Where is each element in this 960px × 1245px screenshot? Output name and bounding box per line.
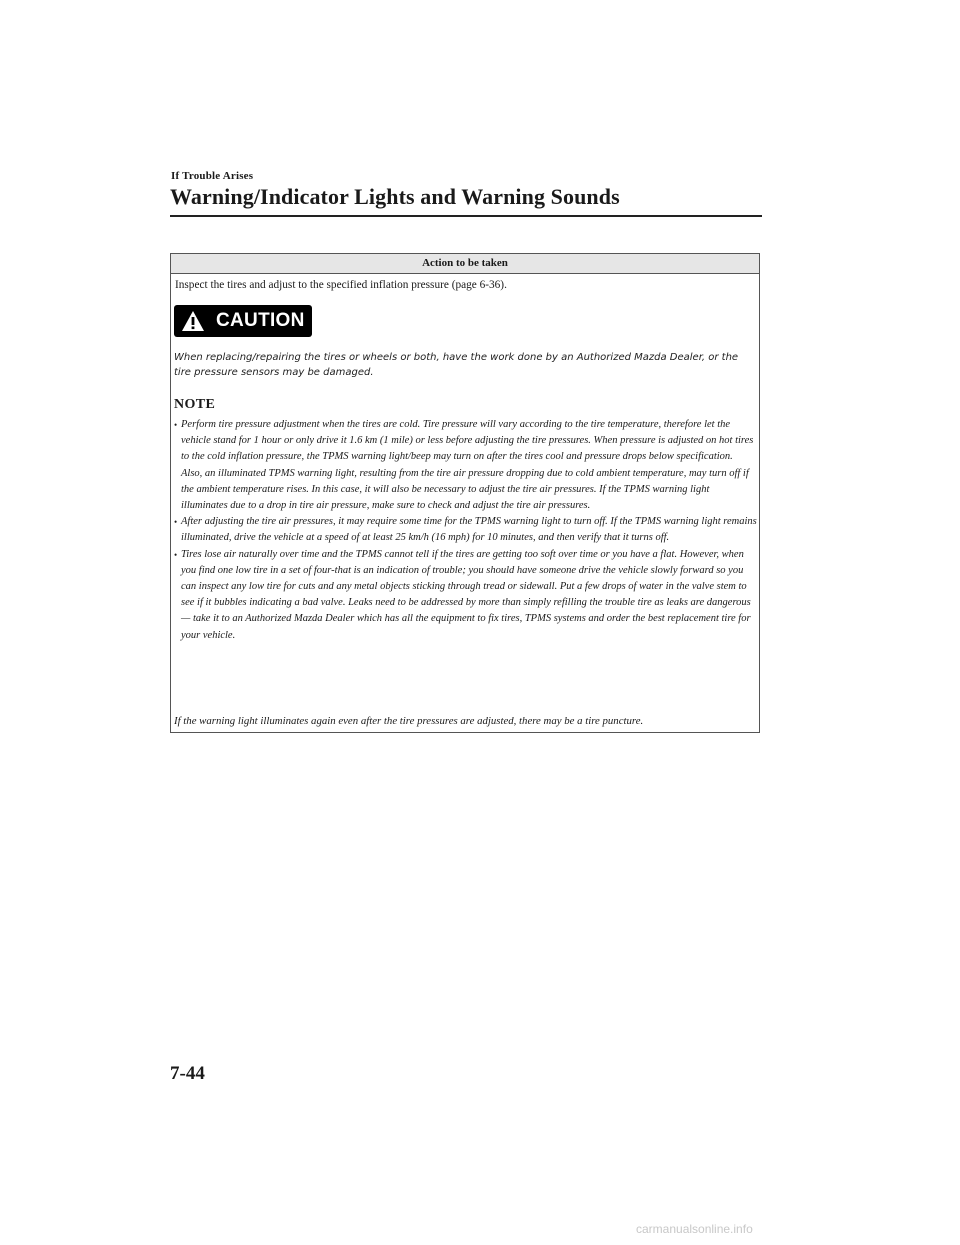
caution-text: When replacing/repairing the tires or wheels or both, have the work done by an Authorized Mazda Dealer, or the tire pressure sensors may be damaged.	[174, 352, 739, 378]
caution-banner	[174, 305, 312, 337]
closing-text: If the warning light illuminates again even after the tire pressures are adjusted, there may be a tire puncture.	[174, 715, 644, 727]
page-title: Warning/Indicator Lights and Warning Sounds	[170, 184, 620, 209]
note-item	[174, 514, 757, 546]
note-paragraph: After adjusting the tire air pressures, it may require some time for the TPMS warning light to turn off. If the TPMS warning light remains illuminated, drive the vehicle at a speed of at least 25 km/h (16 mph) for 10 minutes, and then verify that it turns off.	[181, 516, 757, 544]
note-list	[174, 417, 757, 644]
table-heading: Action to be taken	[171, 254, 759, 274]
note-paragraph: Perform tire pressure adjustment when the tires are cold. Tire pressure will vary according to the tire temperature, therefore let the vehicle stand for 1 hour or only drive it 1.6 km (1 mile) or less before adjusting the tire pressures. When pressure is adjusted on hot tires to the cold inflation pressure, the TPMS warning light/beep may turn on after the tires cool and pressure drops below specification.	[181, 419, 754, 463]
bullet-icon: •	[174, 549, 178, 560]
bullet-icon: •	[174, 420, 178, 430]
note-item	[174, 547, 757, 644]
caution-label: CAUTION	[216, 310, 305, 331]
note-label: NOTE	[174, 397, 216, 412]
page-number: 7-44	[170, 1063, 205, 1084]
intro-text: Inspect the tires and adjust to the specified inflation pressure (page 6-36).	[175, 279, 507, 291]
site-watermark: carmanualsonline.info	[636, 1222, 753, 1236]
note-paragraph: Tires lose air naturally over time and the TPMS cannot tell if the tires are getting too soft over time or you have a flat. However, when you find one low tire in a set of four-that is an indication of trouble; you should have someone drive the vehicle slowly forward so you can inspect any low tire for cuts and any metal objects sticking through tread or sidewall. Put a few drops of water in the valve stem to see if it bubbles indicating a bad valve. Leaks need to be addressed by more than simply refilling the trouble tire as leaks are dangerous — take it to an Authorized Mazda Dealer which has all the equipment to fix tires, TPMS systems and order the best replacement tire for your vehicle.	[181, 548, 751, 641]
action-table	[170, 253, 760, 733]
warning-triangle-icon	[181, 310, 205, 332]
section-label: If Trouble Arises	[171, 170, 254, 182]
bullet-icon: •	[174, 517, 178, 528]
note-item	[174, 417, 757, 514]
title-rule	[170, 215, 762, 217]
note-paragraph: Also, an illuminated TPMS warning light, resulting from the tire air pressure dropping due to cold ambient temperature, may turn off if the ambient temperature rises. In this case, it will also be necessary to adjust the tire air pressures. If the TPMS warning light illuminates due to a drop in tire air pressure, make sure to check and adjust the tire air pressures.	[181, 467, 749, 512]
